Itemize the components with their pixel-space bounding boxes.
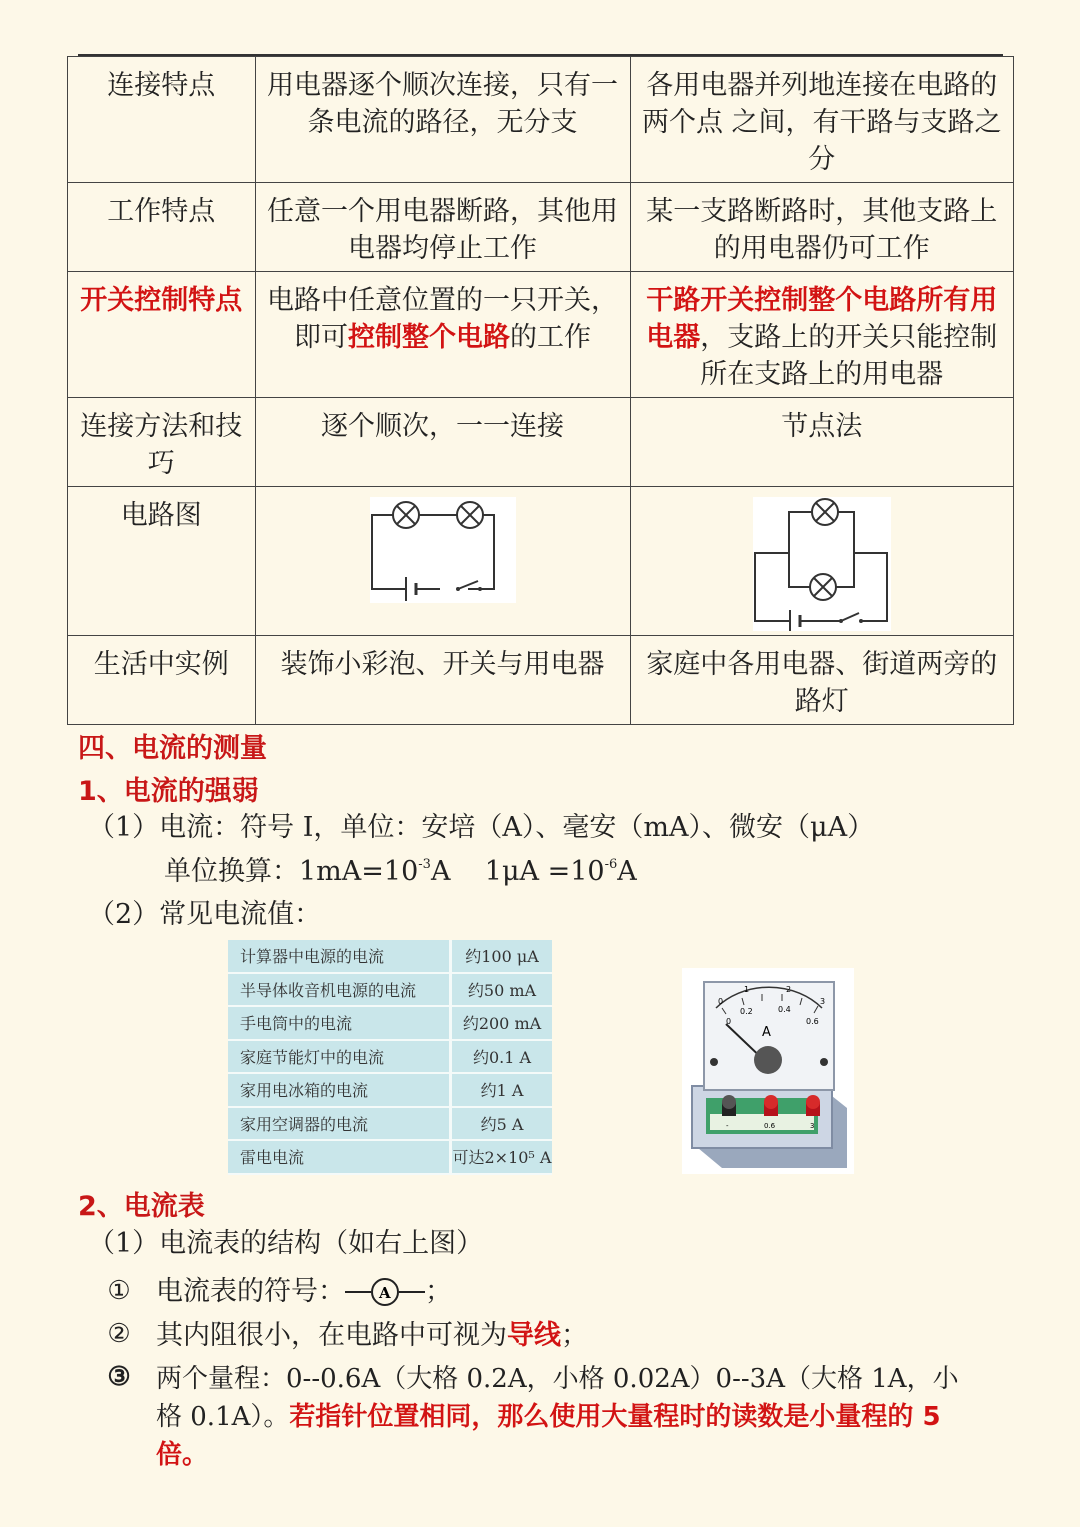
current-definition: （1）电流：符号 I，单位：安培（A）、毫安（mA）、微安（μA）: [88, 812, 875, 843]
row-label: 连接特点: [68, 57, 256, 183]
current-source: 手电筒中的电流: [228, 1006, 451, 1040]
parallel-cell: [630, 487, 1013, 636]
lamp-icon: [810, 574, 836, 600]
unit-conversion: [164, 854, 637, 890]
item-number: ②: [107, 1319, 131, 1349]
conv-text: A: [617, 856, 637, 887]
lamp-icon: [812, 499, 838, 525]
series-cell: 装饰小彩泡、开关与用电器: [255, 636, 630, 725]
cell-text: 的工作: [510, 322, 591, 353]
table-row: [68, 57, 1014, 183]
highlight-text: 若指针位置相同，那么使用大量程时的读数是小量程的 5: [289, 1402, 941, 1432]
scale-bottom-label: 0.2: [740, 1007, 753, 1016]
item-text: 其内阻很小，在电路中可视为: [156, 1320, 507, 1351]
terminal-label: -: [726, 1122, 729, 1130]
row-label: 生活中实例: [68, 636, 256, 725]
parallel-cell: 某一支路断路时，其他支路上的用电器仍可工作: [630, 183, 1013, 272]
parallel-cell: [630, 272, 1013, 398]
highlight-text: 控制整个电路: [348, 322, 510, 353]
current-source: 家用空调器的电流: [228, 1107, 451, 1141]
ammeter-image: [682, 968, 854, 1174]
series-cell: [255, 272, 630, 398]
table-row: [228, 940, 552, 973]
table-row: [68, 487, 1014, 636]
table-row: [68, 398, 1014, 487]
item-number: ①: [107, 1276, 131, 1306]
section-heading: 四、电流的测量: [78, 733, 267, 764]
item-text: 电流表的符号：: [156, 1276, 345, 1307]
parallel-circuit-diagram: [753, 497, 891, 631]
series-cell: [255, 487, 630, 636]
parallel-cell: 节点法: [630, 398, 1013, 487]
row-label: 电路图: [68, 487, 256, 636]
conv-text: 单位换算：1mA=10: [164, 856, 419, 887]
exponent: -6: [604, 857, 618, 872]
scale-top-label: 3: [820, 997, 826, 1006]
exponent: -3: [418, 857, 431, 872]
item-text: 格 0.1A）。: [156, 1402, 290, 1432]
scale-top-label: 2: [786, 985, 792, 994]
scale-bottom-label: 0.6: [806, 1017, 819, 1026]
current-value: 可达2×10⁵ A: [451, 1140, 553, 1174]
common-currents-table: [228, 940, 552, 1175]
range-line-2: [156, 1399, 941, 1435]
table-row: [228, 1073, 552, 1107]
range-line-1: 两个量程：0--0.6A（大格 0.2A，小格 0.02A）0--3A（大格 1A，小: [156, 1364, 959, 1394]
table-row: [228, 1107, 552, 1141]
common-values-label: （2）常见电流值：: [88, 899, 322, 930]
series-circuit-diagram: [370, 497, 516, 603]
current-source: 计算器中电源的电流: [228, 940, 451, 973]
subsection-heading: 1、电流的强弱: [78, 776, 259, 807]
item-text: ；: [561, 1320, 588, 1351]
current-source: 家庭节能灯中的电流: [228, 1040, 451, 1074]
terminal-label: 0.6: [764, 1122, 776, 1130]
scale-bottom-label: 0: [726, 1017, 732, 1026]
lamp-icon: [457, 502, 483, 528]
ammeter-structure: （1）电流表的结构（如右上图）: [88, 1228, 484, 1259]
current-value: 约5 A: [451, 1107, 553, 1141]
terminal-icon: [764, 1095, 778, 1116]
terminal-label: 3: [810, 1122, 815, 1130]
conv-text: A 1μA =10: [430, 856, 605, 887]
series-parallel-table: [67, 56, 1014, 725]
current-value: 约100 μA: [451, 940, 553, 973]
table-row: [68, 183, 1014, 272]
current-source: 雷电电流: [228, 1140, 451, 1174]
symbol-letter: A: [379, 1283, 391, 1302]
current-value: 约200 mA: [451, 1006, 553, 1040]
lamp-icon: [393, 502, 419, 528]
table-row: [228, 1006, 552, 1040]
internal-resistance-line: [156, 1318, 588, 1354]
parallel-cell: 各用电器并列地连接在电路的两个点 之间，有干路与支路之分: [630, 57, 1013, 183]
table-row: [228, 1140, 552, 1174]
table-row: [68, 272, 1014, 398]
row-label: 开关控制特点: [68, 272, 256, 398]
table-row: [228, 1040, 552, 1074]
row-label: 工作特点: [68, 183, 256, 272]
ammeter-symbol-icon: [345, 1278, 425, 1308]
current-value: 约1 A: [451, 1073, 553, 1107]
current-source: 半导体收音机电源的电流: [228, 973, 451, 1007]
current-value: 约50 mA: [451, 973, 553, 1007]
table-row: [228, 973, 552, 1007]
terminal-icon: [722, 1095, 736, 1116]
series-cell: 用电器逐个顺次连接，只有一条电流的路径，无分支: [255, 57, 630, 183]
cell-text: ，支路上的开关只能控制所在支路上的用电器: [700, 322, 998, 390]
item-text: ；: [425, 1276, 452, 1307]
parallel-cell: 家庭中各用电器、街道两旁的路灯: [630, 636, 1013, 725]
highlight-text: 导线: [507, 1320, 561, 1351]
subsection-heading: 2、电流表: [78, 1191, 205, 1222]
terminal-icon: [806, 1095, 820, 1116]
scale-top-label: 0: [718, 997, 724, 1006]
row-label: 连接方法和技巧: [68, 398, 256, 487]
highlight-text: 干路开关控制整个电路所有用电器: [646, 285, 998, 353]
cell-text: 电路中任意位置的一只开关，即可: [267, 285, 618, 353]
series-cell: 逐个顺次，一一连接: [255, 398, 630, 487]
ammeter-symbol-line: [156, 1274, 452, 1310]
range-line-3: 倍。: [156, 1440, 209, 1470]
table-row: [68, 636, 1014, 725]
scale-top-label: 1: [744, 985, 750, 994]
item-number: ③: [107, 1362, 131, 1392]
meter-unit: A: [762, 1025, 771, 1040]
series-cell: 任意一个用电器断路，其他用电器均停止工作: [255, 183, 630, 272]
current-source: 家用电冰箱的电流: [228, 1073, 451, 1107]
current-value: 约0.1 A: [451, 1040, 553, 1074]
scale-bottom-label: 0.4: [778, 1005, 791, 1014]
